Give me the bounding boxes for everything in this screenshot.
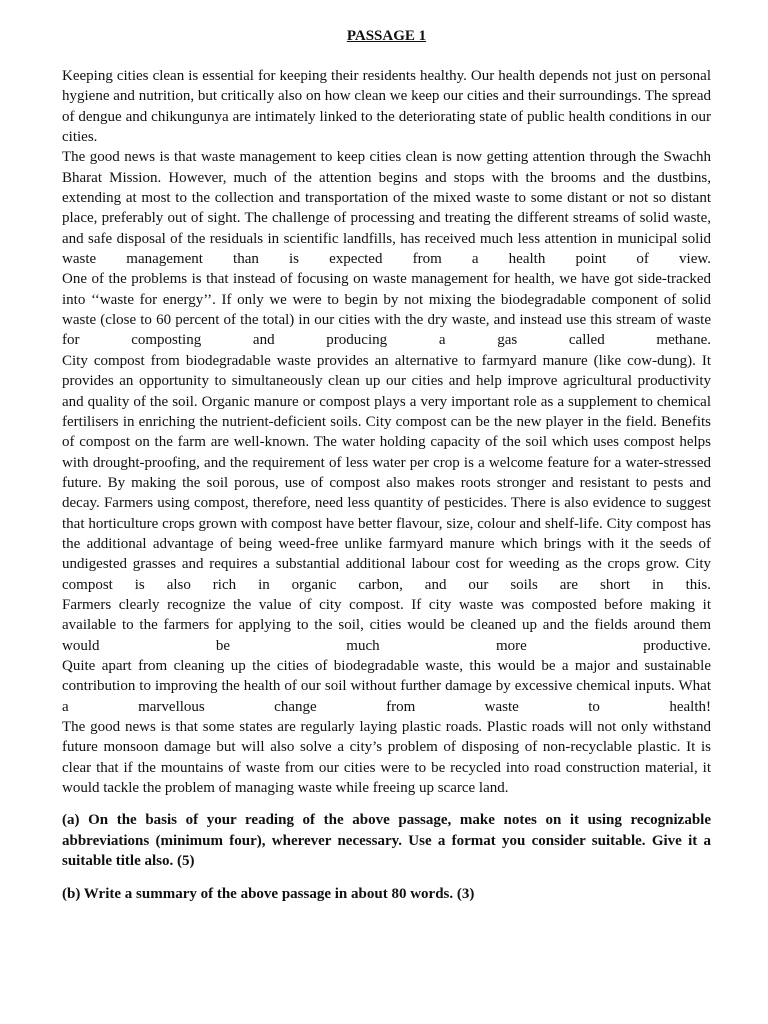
document-page: [62, 25, 711, 904]
passage-paragraph-4: City compost from biodegradable waste provides an alternative to farmyard manure (like cow-dung). It provides an opportunity to simultaneously clean up our cities and help improve agricultural productivity and quality of the soil. Organic manure or compost plays a very important role as a supplement to chemical fertilisers in enriching the nutrient-deficient soils. City compost can be the new player in the field. Benefits of compost on the farm are well-known. The water holding capacity of the soil which uses compost helps with drought-proofing, and the requirement of less water per crop is a welcome feature for a water-stressed future. By making the soil porous, use of compost also makes roots stronger and resistant to pests and decay. Farmers using compost, therefore, need less quantity of pesticides. There is also evidence to suggest that horticulture crops grown with compost have better flavour, size, colour and shelf-life. City compost has the additional advantage of being weed-free unlike farmyard manure which brings with it the seeds of undigested grasses and requires a substantial additional labour cost for weeding as the crops grow. City compost is also rich in organic carbon, and our soils are short in this.: [62, 352, 711, 593]
passage-paragraph-6: Quite apart from cleaning up the cities of biodegradable waste, this would be a major and sustainable contribution to improving the health of our soil without further damage by excessive chemical inputs. What a marvellous change from waste to health!: [62, 657, 711, 715]
question-b: (b) Write a summary of the above passage in about 80 words. (3): [62, 885, 475, 902]
passage-paragraph-7: The good news is that some states are regularly laying plastic roads. Plastic roads will not only withstand future monsoon damage but will also solve a city’s problem of disposing of non-recyclable plastic. It is clear that if the mountains of waste from our cities were to be recycled into road construction material, it would tackle the problem of managing waste while freeing up scarce land.: [62, 719, 711, 797]
question-a: (a) On the basis of your reading of the above passage, make notes on it using recognizable abbreviations (minimum four), wherever necessary. Use a format you consider suitable. Give it a suitable title also. (5): [62, 812, 711, 870]
passage-title: PASSAGE 1: [346, 28, 427, 44]
passage-paragraph-1: Keeping cities clean is essential for keeping their residents healthy. Our health depends not just on personal hygiene and nutrition, but critically also on how clean we keep our cities and their surroundings. The spread of dengue and chikungunya are intimately linked to the deteriorating state of public health conditions in our cities.: [62, 68, 711, 146]
passage-body: [62, 66, 711, 798]
passage-paragraph-2: The good news is that waste management to keep cities clean is now getting attention through the Swachh Bharat Mission. However, much of the attention begins and stops with the brooms and the dustbins, extending at most to the collection and transportation of the mixed waste to some distant or not so distant place, preferably out of sight. The challenge of processing and treating the different streams of solid waste, and safe disposal of the residuals in scientific landfills, has received much less attention in municipal solid waste management than is expected from a health point of view.: [62, 149, 711, 268]
passage-paragraph-3: One of the problems is that instead of focusing on waste management for health, we have got side-tracked into ‘‘waste for energy’’. If only we were to begin by not mixing the biodegradable component of solid waste (close to 60 percent of the total) in our cities with the dry waste, and instead use this stream of waste for composting and producing a gas called methane.: [62, 271, 711, 349]
passage-paragraph-5: Farmers clearly recognize the value of city compost. If city waste was composted before making it available to the farmers for applying to the soil, cities would be cleaned up and the fields around them would be much more productive.: [62, 596, 711, 654]
